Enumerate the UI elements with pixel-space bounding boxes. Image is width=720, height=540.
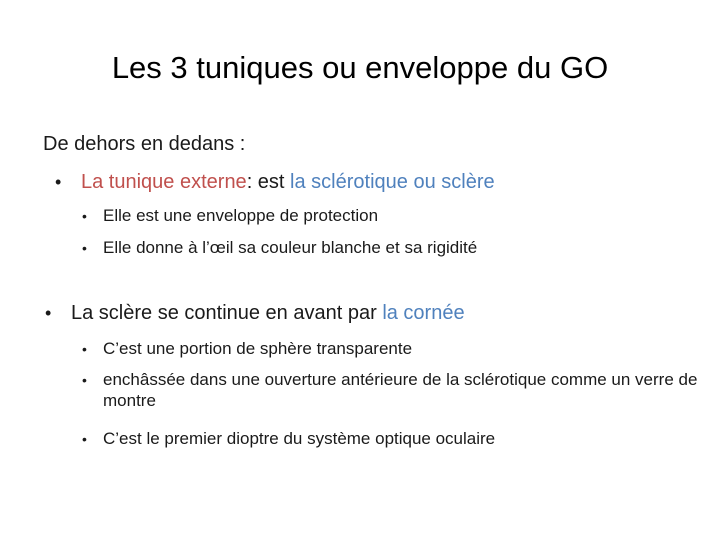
bullet-sclere-cornee <box>45 300 465 326</box>
slide-title: Les 3 tuniques ou enveloppe du GO <box>111 50 609 85</box>
sub-bullet-dioptre <box>82 428 702 450</box>
sub-bullet-text: C’est le premier dioptre du système optique oculaire <box>103 429 496 448</box>
bullet-dot: • <box>82 208 87 224</box>
bullet-dot: • <box>45 303 52 323</box>
bullet-text <box>71 300 465 326</box>
highlight-tunique-externe: La tunique externe <box>81 171 247 193</box>
bullet-dot: • <box>82 372 87 388</box>
sub-bullet-enchassee <box>82 369 702 411</box>
intro-text: De dehors en dedans : <box>43 133 246 155</box>
bullet-dot: • <box>55 172 62 192</box>
sub-bullet-couleur <box>82 237 702 259</box>
bullet-text <box>81 169 495 195</box>
sub-bullet-text: Elle est une enveloppe de protection <box>103 206 379 225</box>
sclere-continue-text: La sclère se continue en avant par <box>71 302 383 324</box>
bullet-dot: • <box>82 431 87 447</box>
sub-bullet-sphere <box>82 338 702 360</box>
connector-text: : est <box>246 171 291 193</box>
sub-bullet-text: C’est une portion de sphère transparente <box>103 339 413 358</box>
highlight-cornee: la cornée <box>382 302 465 324</box>
bullet-tunique-externe <box>55 169 495 195</box>
sub-bullet-protection <box>82 205 702 227</box>
sub-bullet-text: Elle donne à l’œil sa couleur blanche et sa rigidité <box>103 238 478 257</box>
sub-bullet-text: enchâssée dans une ouverture antérieure de la sclérotique comme un verre de montre <box>103 370 698 410</box>
bullet-dot: • <box>82 341 87 357</box>
highlight-sclerotique: la sclérotique ou sclère <box>290 171 495 193</box>
bullet-dot: • <box>82 240 87 256</box>
